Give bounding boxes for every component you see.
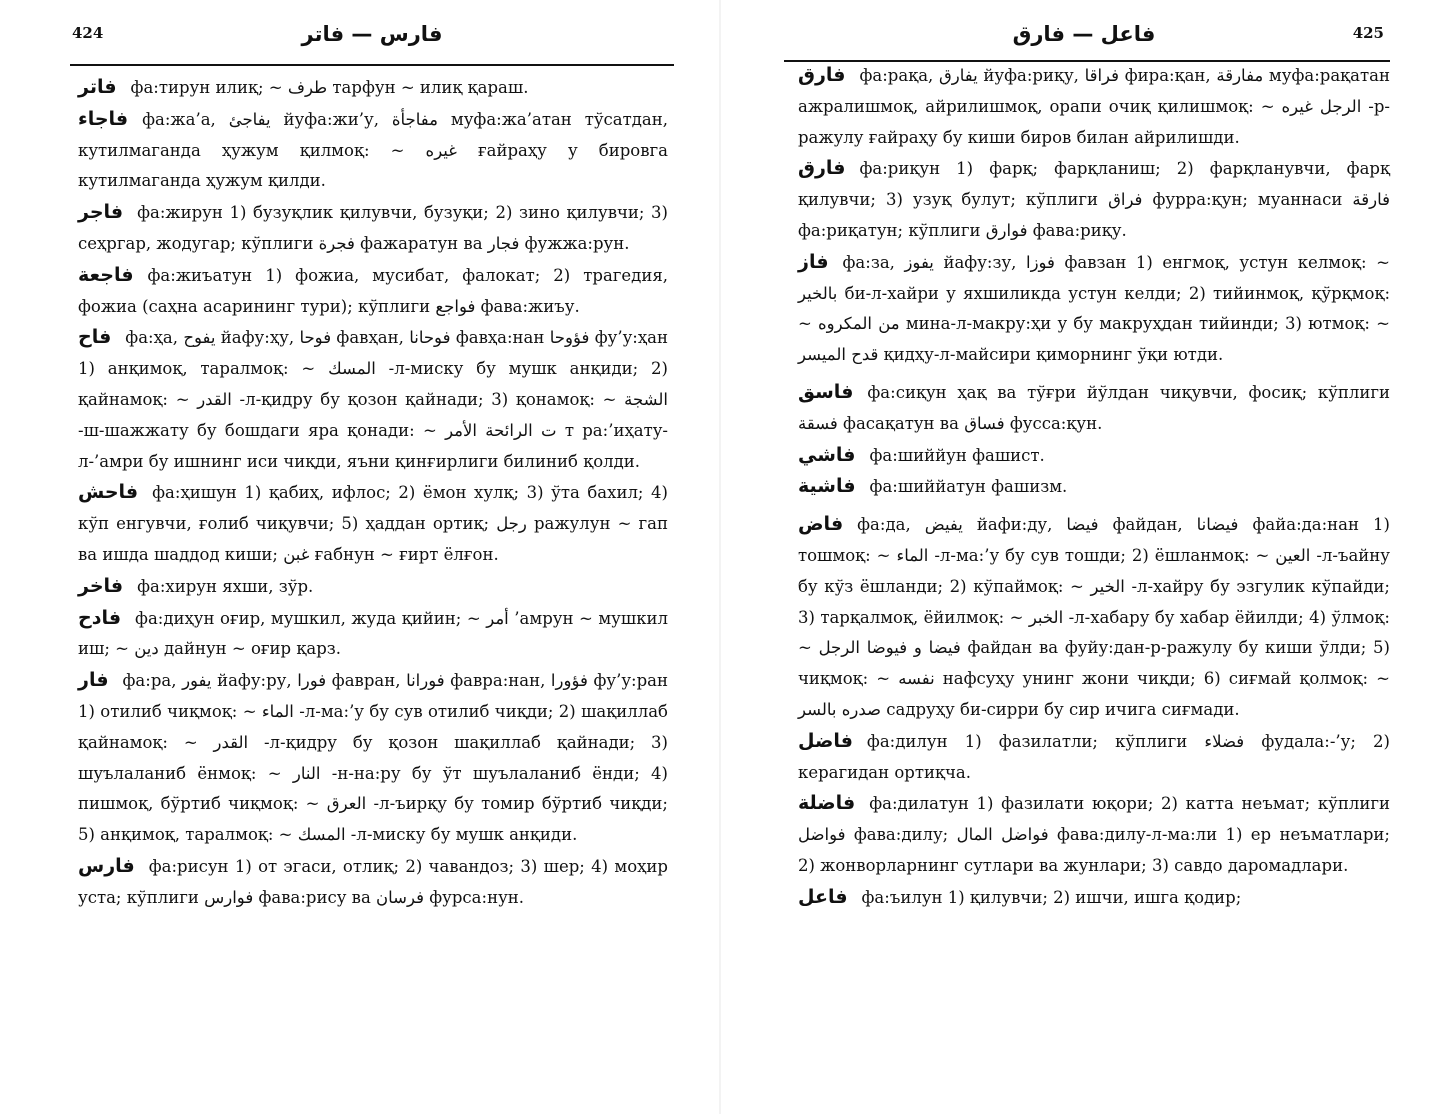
entry-text: фа:диҳун оғир, мушкил, жуда қийин; ~ أمر ’амрун ~ мушкил иш; ~ دين дайнун ~ оғир қарз. (78, 608, 669, 659)
headword: فاجر (78, 201, 124, 224)
page-body (798, 60, 1390, 914)
entry-text: фа:ҳа, يفوح йафу:ҳу, فوحا фавҳан, فوحانا фавҳа:нан فؤوحا фу’у:ҳан 1) анқимоқ, таралмоқ: ~ المسك -л-миску бу мушк анқиди; 2) қайнамоқ: ~ القدر -л-қидру бу қозон қайнади; 3) қонамоқ: ~ الشجة -ш-шажжату бу бошдаги яра қонади: ~ ت الرائحة الأمر т ра:’иҳату-л-’амри бу ишнинг иси чиқди, яъни қинғирлиги билиниб қолди. (78, 328, 669, 471)
headword: فاشية (798, 475, 856, 498)
dictionary-entry (78, 571, 668, 603)
headword: فارس (78, 854, 135, 877)
dictionary-entry (798, 726, 1390, 789)
dictionary-entry (78, 322, 668, 477)
running-head-title: فارس — فاتر (301, 22, 443, 46)
header-rule (70, 64, 674, 66)
dictionary-entry (798, 440, 1390, 472)
dictionary-entry (78, 851, 668, 914)
running-head-title: فاعل — فارق (1012, 22, 1156, 46)
running-header (784, 22, 1384, 56)
headword: فاخر (78, 574, 124, 597)
headword: فارق (798, 64, 846, 86)
headword: فاض (798, 513, 844, 536)
entry-text: фа:сиқун ҳақ ва тўғри йўлдан чиқувчи, фосиқ; кўплиги فسقة фасақатун ва فساق фусса:қун. (798, 382, 1390, 433)
headword: فاعل (798, 885, 848, 908)
page-number: 425 (1352, 24, 1384, 42)
dictionary-entry (798, 788, 1390, 881)
dictionary-entry (798, 471, 1390, 503)
headword: فاضل (798, 729, 853, 752)
dictionary-entry (78, 260, 668, 323)
dictionary-entry (78, 104, 668, 197)
headword: فارق (798, 157, 846, 180)
entry-text: фа:да, يفيض йафи:ду, فيضا файдан, فيضانا файа:да:нан 1) тошмоқ: ~ الماء -л-ма:’у бу сув тошди; 2) ёшланмоқ: ~ العين -л-ъайну бу кўз ёшланди; 2) кўпаймоқ: ~ الخير -л-хайру бу эзгулик кўпайди; 3) тарқалмоқ, ёйилмоқ: ~ الخبر -л-хабару бу хабар ёйилди; 4) ўлмоқ: ~ فيضا و فيوضا الرجل файдан ва фуйу:дан-р-ражулу бу киши ўлди; 5) чиқмоқ: ~ نفسه нафсуҳу унинг жони чиқди; 6) сиғмай қолмоқ: ~ صدره بالسر садруҳу би-сирри бу сир ичига сиғмади. (798, 515, 1391, 719)
entry-text: фа:шиййун фашист. (869, 445, 1045, 465)
headword: فاتر (78, 76, 117, 98)
entry-text: фа:жа’а, يفاجئ йуфа:жи’у, مفاجأة муфа:жа’атан тўсатдан, кутилмаганда ҳужум қилмоқ: ~ غيره ғайраҳу у бировга кутилмаганда ҳужум қилди. (78, 109, 668, 191)
headword: فاز (798, 250, 829, 273)
dictionary-entry (78, 72, 668, 104)
headword: فاجاء (78, 107, 129, 130)
dictionary-entry (798, 247, 1390, 371)
page-body (78, 72, 668, 914)
entry-text: фа:тирун илиқ; ~ طرف тарфун ~ илиқ қараш. (130, 78, 529, 97)
entry-text: фа:ҳишун 1) қабиҳ, ифлос; 2) ёмон хулқ; 3) ўта бахил; 4) кўп енгувчи, ғолиб чиқувчи; 5) ҳаддан ортиқ; رجل ражулун ~ гап ва ишда шаддод киши; غبن ғабнун ~ ғирт ёлғон. (78, 483, 668, 564)
running-header (72, 22, 672, 56)
headword: فاسق (798, 380, 854, 403)
dictionary-entry (798, 377, 1390, 440)
entry-text: фа:жирун 1) бузуқлик қилувчи, бузуқи; 2) зино қилувчи; 3) сеҳргар, жодугар; кўплиги فجرة фажаратун ва فجار фужжа:рун. (78, 203, 668, 253)
dictionary-entry (78, 477, 668, 570)
entry-text: фа:риқун 1) фарқ; фарқланиш; 2) фарқланувчи, фарқ қилувчи; 3) узуқ булут; кўплиги فراق фурра:қун; муаннаси فارقة фа:риқатун; кўплиги فوارق фава:риқу. (798, 159, 1391, 240)
entry-text: фа:хирун яхши, зўр. (137, 576, 314, 596)
page-number: 424 (72, 24, 104, 42)
entry-text: фа:ъилун 1) қилувчи; 2) ишчи, ишга қодир; (861, 887, 1242, 907)
dictionary-entry (78, 197, 668, 260)
entry-text: фа:рақа, يفارق йуфа:риқу, فراقا фира:қан, مفارقة муфа:рақатан ажралишмоқ, айрилишмоқ, орапи очиқ қилишмоқ: ~ الرجل غيره -р-ражулу ғайраҳу бу киши биров билан айрилишди. (798, 66, 1390, 147)
entry-text: фа:дилатун 1) фазилати юқори; 2) катта неъмат; кўплиги فواضل фава:дилу; فواضل المال фава:дилу-л-ма:ли 1) ер неъматлари; 2) жонворларнинг сутлари ва жунлари; 3) савдо даромадлари. (798, 794, 1390, 875)
headword: فادح (78, 606, 122, 629)
headword: فاشي (798, 443, 856, 466)
headword: فاح (78, 326, 112, 349)
entry-text: фа:дилун 1) фазилатли; кўплиги فضلاء фудала:-’у; 2) керагидан ортиқча. (798, 731, 1390, 782)
dictionary-entry (78, 603, 668, 666)
entry-text: фа:шиййатун фашизм. (869, 477, 1068, 497)
dictionary-entry (798, 509, 1390, 726)
headword: فاحش (78, 481, 139, 504)
entry-text: фа:ра, يفور йафу:ру, فورا фавран, فورانا фавра:нан, فؤورا фу’у:ран 1) отилиб чиқмоқ: ~ الماء -л-ма:’у бу сув отилиб чиқди; 2) шақиллаб қайнамоқ: ~ القدر -л-қидру бу қозон шақиллаб қайнади; 3) шуълаланиб ёнмоқ: ~ النار -н-на:ру бу ўт шуълаланиб ёнди; 4) пишмоқ, бўртиб чиқмоқ: ~ العرق -л-ъирқу бу томир бўртиб чиқди; 5) анқимоқ, таралмоқ: ~ المسك -л-миску бу мушк анқиди. (78, 671, 668, 845)
dictionary-entry (78, 665, 668, 851)
headword: فاجعة (78, 263, 134, 286)
dictionary-entry (798, 153, 1390, 246)
right-page (720, 0, 1440, 1114)
dictionary-entry (798, 60, 1390, 153)
entry-text: фа:жиъатун 1) фожиа, мусибат, фалокат; 2) трагедия, фожиа (саҳна асарининг тури); кўплиги فواجع фава:жиъу. (78, 265, 668, 316)
entry-text: фа:за, يفوز йафу:зу, فوزا фавзан 1) енгмоқ, устун келмоқ: ~ بالخير би-л-хайри у яхшиликда устун келди; 2) тийинмоқ, қўрқмоқ: ~ من المكروه мина-л-макру:ҳи у бу макруҳдан тийинди; 3) ютмоқ: ~ قدح الميسر қидҳу-л-майсири қиморнинг ўқи ютди. (798, 252, 1390, 365)
headword: فار (78, 669, 109, 692)
dictionary-entry (798, 882, 1390, 914)
headword: فاضلة (798, 792, 856, 815)
entry-text: фа:рисун 1) от эгаси, отлиқ; 2) чавандоз; 3) шер; 4) моҳир уста; кўплиги فوارس фава:рису ва فرسان фурса:нун. (78, 856, 668, 907)
